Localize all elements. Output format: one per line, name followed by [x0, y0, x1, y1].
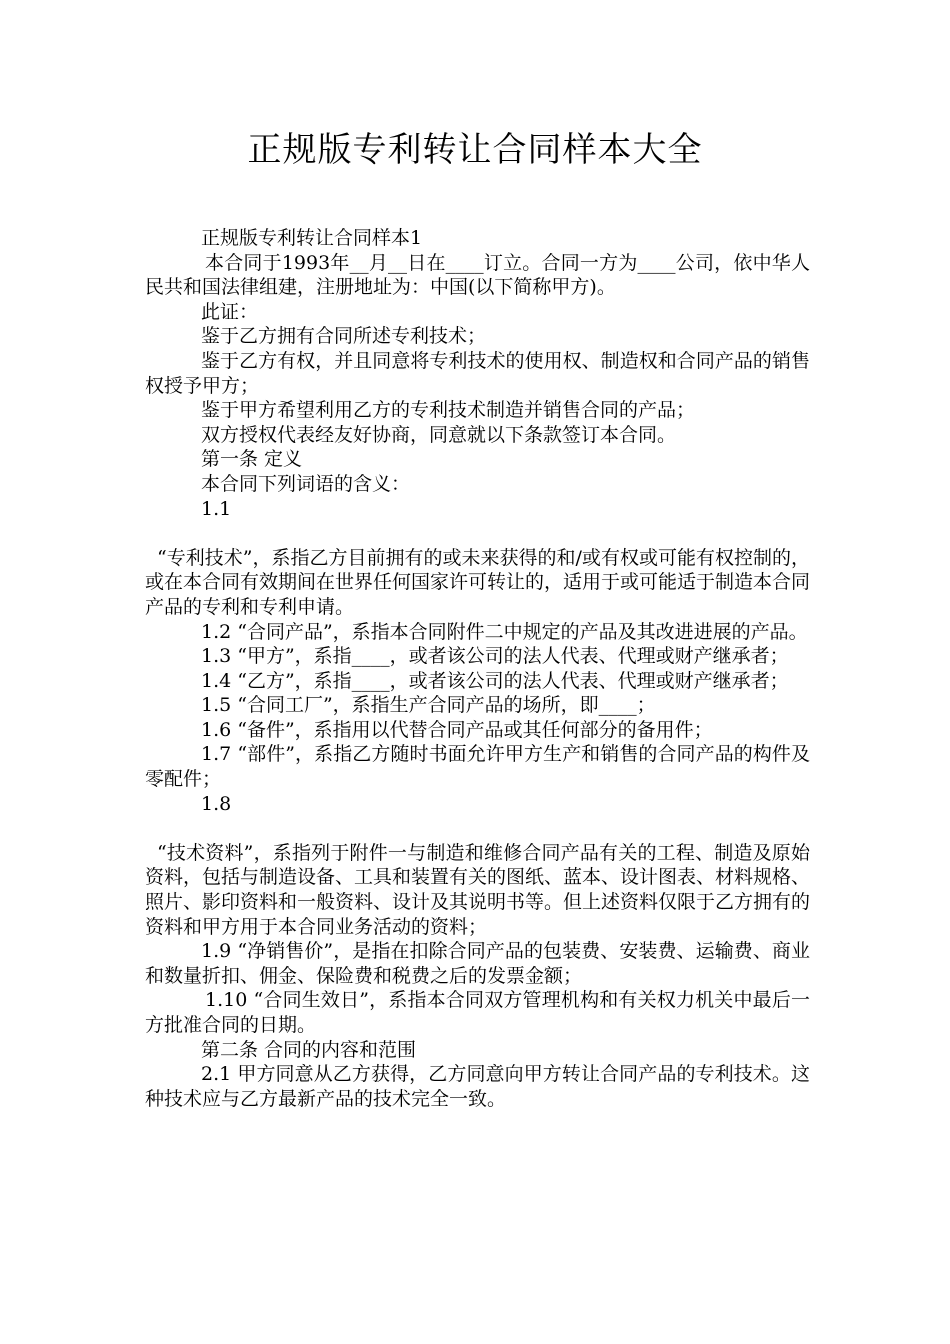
sample-heading: 正规版专利转让合同样本1	[201, 227, 423, 249]
clause-1-9: 1.9 “净销售价”，是指在扣除合同产品的包装费、安装费、运输费、商业和数量折扣、佣金、保险费和税费之后的发票金额；	[145, 940, 810, 987]
clause-1-2: 1.2 “合同产品”，系指本合同附件二中规定的产品及其改进进展的产品。	[201, 620, 808, 643]
paragraph-definitions-intro: 本合同下列词语的含义：	[201, 472, 411, 495]
document-body	[145, 226, 810, 1111]
clause-1-4: 1.4 “乙方”，系指____，或者该公司的法人代表、代理或财产继承者；	[201, 669, 789, 692]
article-2-heading: 第二条 合同的内容和范围	[201, 1038, 417, 1061]
clause-1-5: 1.5 “合同工厂”，系指生产合同产品的场所，即____；	[201, 694, 656, 717]
clause-1-6: 1.6 “备件”，系指用以代替合同产品或其任何部分的备用件；	[201, 718, 713, 741]
paragraph-whereas-2: 鉴于乙方有权，并且同意将专利技术的使用权、制造权和合同产品的销售权授予甲方；	[145, 349, 810, 397]
article-1-heading: 第一条 定义	[201, 448, 303, 471]
clause-1-8-text: “技术资料”，系指列于附件一与制造和维修合同产品有关的工程、制造及原始资料，包括与制造设备、工具和装置有关的图纸、蓝本、设计图表、材料规格、照片、影印资料和一般资料、设计及其说明书等。但上述资料仅限于乙方拥有的资料和甲方用于本合同业务活动的资料；	[145, 841, 811, 938]
paragraph-contract-intro: 本合同于1993年__月__日在____订立。合同一方为____公司，依中华人民共和国法律组建，注册地址为：中国(以下简称甲方)。	[145, 251, 810, 299]
paragraph-whereas-1: 鉴于乙方拥有合同所述专利技术；	[201, 325, 487, 348]
blank-line	[145, 816, 810, 841]
paragraph-whereas-3: 鉴于甲方希望利用乙方的专利技术制造并销售合同的产品；	[201, 399, 696, 422]
clause-number-1-8: 1.8	[201, 792, 232, 815]
clause-1-7: 1.7 “部件”，系指乙方随时书面允许甲方生产和销售的合同产品的构件及零配件；	[145, 743, 810, 791]
clause-1-3: 1.3 “甲方”，系指____，或者该公司的法人代表、代理或财产继承者；	[201, 645, 789, 668]
clause-number-1-1: 1.1	[201, 497, 232, 520]
blank-line	[145, 521, 810, 546]
document-title: 正规版专利转让合同样本大全	[247, 130, 703, 170]
paragraph-agreement: 双方授权代表经友好协商，同意就以下条款签订本合同。	[201, 423, 677, 446]
paragraph-witness: 此证：	[201, 300, 259, 323]
clause-1-10: 1.10 “合同生效日”，系指本合同双方管理机构和有关权力机关中最后一方批准合同的日期。	[145, 989, 810, 1036]
clause-1-1-text: “专利技术”，系指乙方目前拥有的或未来获得的和/或有权或可能有权控制的，或在本合同有效期间在世界任何国家许可转让的，适用于或可能适于制造本合同产品的专利和专利申请。	[145, 546, 811, 618]
clause-2-1: 2.1 甲方同意从乙方获得，乙方同意向甲方转让合同产品的专利技术。这种技术应与乙方最新产品的技术完全一致。	[145, 1063, 810, 1110]
